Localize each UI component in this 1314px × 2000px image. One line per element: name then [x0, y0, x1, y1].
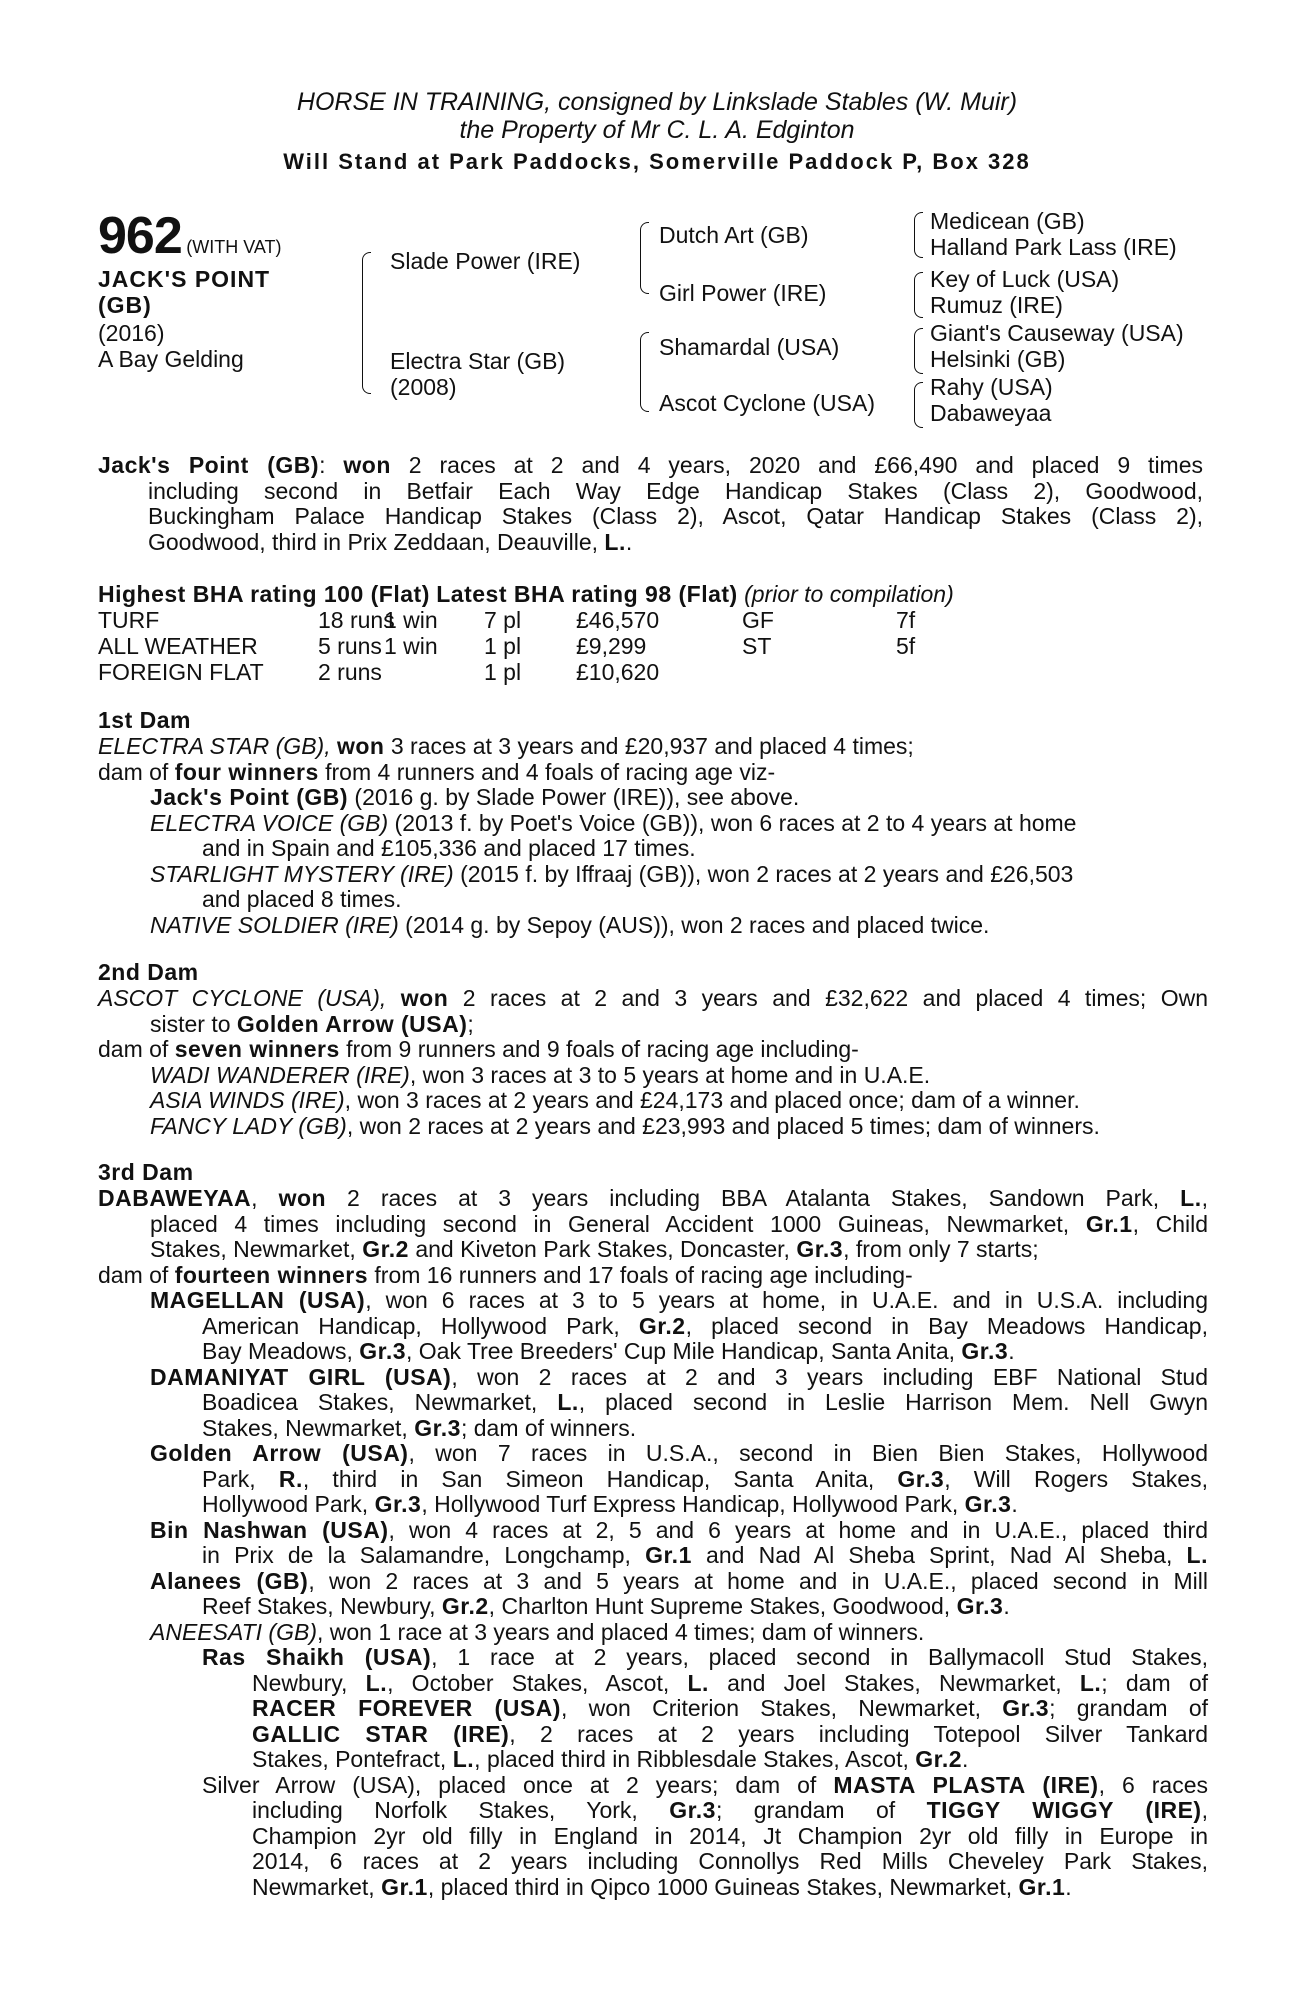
produce-asia-winds: ASIA WINDS (IRE), won 3 races at 2 years and £24,173 and placed once; dam of a winner.: [150, 1087, 1080, 1113]
third-dam-section: DABAWEYAA, won 2 races at 3 years including BBA Atalanta Stakes, Sandown Park, L., placed 4 times including second in General Accident 1000 Guineas, Newmarket, Gr.1, Child Stakes, Newmarket, Gr.2 and Kiveton Park Stakes, Doncaster, Gr.3, from only 7 starts; dam of fourteen winners from 16 runners and 17 foals of racing age including- MAGELLAN (USA), won 6 races at 3 to 5 years at home, in U.A.E. and in U.S.A. including American Handicap, Hollywood Park, Gr.2, placed second in Bay Meadows Handicap, Bay Meadows, Gr.3, Oak Tree Breeders' Cup Mile Handicap, Santa Anita, Gr.3. DAMANIYAT GIRL (USA), won 2 races at 2 and 3 years including EBF National Stud Boadicea Stakes, Newmarket, L., placed second in Leslie Harrison Mem. Nell Gwyn Stakes, Newmarket, Gr.3; dam of winners. Golden Arrow (USA), won 7 races in U.S.A., second in Bien Bien Stakes, Hollywood Park, R., third in San Simeon Handicap, Santa Anita, Gr.3, Will Rogers Stakes, Hollywood Park, Gr.3, Hollywood Turf Express Handicap, Hollywood Park, Gr.3. Bin Nashwan (USA), won 4 races at 2, 5 and 6 years at home and in U.A.E., placed third in Prix de la Salamandre, Longchamp, Gr.1 and Nad Al Sheba Sprint, Nad Al Sheba, L. Alanees (GB), won 2 races at 3 and 5 years at home and in U.A.E., placed second in Mill Reef Stakes, Newbury, Gr.2, Charlton Hunt Supreme Stakes, Goodwood, Gr.3. ANEESATI (GB), won 1 race at 3 years and placed 4 times; dam of winners. Ras Shaikh (USA), 1 race at 2 years, placed second in Ballymacoll Stud Stakes, Newbury, L., October Stakes, Ascot, L. and Joel Stakes, Newmarket, L.; dam of RACER FOREVER (USA), won Criterion Stakes, Newmarket, Gr.3; grandam of GALLIC STAR (IRE), 2 races at 2 years including Totepool Silver Tankard Stakes, Pontefract, L., placed third in Ribblesdale Stakes, Ascot, Gr.2. Silver Arrow (USA), placed once at 2 years; dam of MASTA PLASTA (IRE), 6 races including Norfolk Stakes, York, Gr.3; grandam of TIGGY WIGGY (IRE), Champion 2yr old filly in England in 2014, Jt Champion 2yr old filly in Europe in 2014, 6 races at 2 years including Connollys Red Mills Cheveley Park Stakes, Newmarket, Gr.1, placed third in Qipco 1000 Guineas Stakes, Newmarket, Gr.1.: [98, 1185, 1209, 1900]
rating-pl: 1 pl: [484, 633, 522, 659]
horse-description: A Bay Gelding: [98, 346, 244, 372]
third-dam-name: DABAWEYAA: [98, 1185, 252, 1211]
record-line1: 2 races at 2 and 4 years, 2020 and £66,490 and placed 9 times: [390, 452, 1204, 478]
rating-money: £46,570: [576, 607, 660, 633]
lot-number: 962: [98, 207, 182, 265]
pedigree-dss: Giant's Causeway (USA): [930, 320, 1184, 346]
ggp-brace-2: [914, 272, 923, 318]
horse-record: [98, 453, 1203, 555]
pedigree-sire-sire: Dutch Art (GB): [659, 222, 809, 248]
rating-runs: 18 runs: [318, 607, 395, 633]
first-dam-heading: 1st Dam: [98, 707, 191, 733]
pedigree-sire: Slade Power (IRE): [390, 248, 581, 274]
produce-fancy-lady: FANCY LADY (GB), won 2 races at 2 years and £23,993 and placed 5 times; dam of winners.: [150, 1112, 1100, 1139]
vat-note: (WITH VAT): [186, 237, 282, 257]
produce-aneesati: ANEESATI (GB), won 1 race at 3 years and placed 4 times; dam of winners.: [150, 1618, 925, 1645]
rating-note: (prior to compilation): [744, 581, 954, 607]
produce-jacks-point: Jack's Point (GB) (2016 g. by Slade Power (IRE)), see above.: [150, 784, 800, 810]
sire-line-brace: [640, 222, 649, 294]
rating-cat: ALL WEATHER: [98, 633, 258, 659]
produce-damaniyat-girl: DAMANIYAT GIRL (USA), won 2 races at 2 and 3 years including EBF National Stud: [150, 1363, 1208, 1390]
rating-money: £9,299: [576, 633, 647, 659]
ggp-brace-1: [914, 212, 923, 258]
latest-rating: Latest BHA rating 98 (Flat): [436, 581, 738, 607]
rating-runs: 2 runs: [318, 659, 382, 685]
pedigree-dds: Rahy (USA): [930, 374, 1053, 400]
record-won: won: [343, 452, 391, 478]
consignment-heading: HORSE IN TRAINING, consigned by Linkslade Stables (W. Muir): [296, 88, 1018, 116]
pedigree-dam-year: (2008): [390, 374, 457, 400]
rating-going: GF: [742, 607, 774, 633]
rating-wins: 1 win: [384, 607, 438, 633]
second-dam-section: ASCOT CYCLONE (USA), won 2 races at 2 and 3 years and £32,622 and placed 4 times; Own sister to Golden Arrow (USA); dam of seven winners from 9 runners and 9 foals of racing age including- WADI WANDERER (IRE), won 3 races at 3 to 5 years at home and in U.A.E. ASIA WINDS (IRE), won 3 races at 2 years and £24,173 and placed once; dam of a winner. FANCY LADY (GB), won 2 races at 2 years and £23,993 and placed 5 times; dam of winners.: [98, 985, 1209, 1139]
third-dam-heading: 3rd Dam: [98, 1159, 194, 1185]
ggp-brace-4: [914, 382, 923, 428]
produce-magellan: MAGELLAN (USA), won 6 races at 3 to 5 years at home, in U.A.E. and in U.S.A. including: [150, 1287, 1208, 1313]
rating-cat: TURF: [98, 607, 160, 633]
pedigree-dsd: Helsinki (GB): [930, 346, 1066, 372]
rating-cat: FOREIGN FLAT: [98, 659, 264, 685]
highest-rating: Highest BHA rating 100 (Flat): [98, 581, 430, 607]
produce-electra-voice-cont: and in Spain and £105,336 and placed 17 times.: [202, 835, 696, 861]
rating-runs: 5 runs: [318, 633, 382, 659]
rating-going: ST: [742, 633, 772, 659]
horse-name: JACK'S POINT: [98, 266, 271, 292]
pedigree-sdd: Rumuz (IRE): [930, 292, 1063, 318]
record-line3: Buckingham Palace Handicap Stakes (Class 2), Ascot, Qatar Handicap Stakes (Class 2),: [148, 503, 1203, 529]
pedigree-dam-sire: Shamardal (USA): [659, 334, 840, 360]
pedigree-dam: Electra Star (GB): [390, 348, 566, 374]
first-dam-section: ELECTRA STAR (GB), won 3 races at 3 years and £20,937 and placed 4 times; dam of four winners from 4 runners and 4 foals of racing age viz- Jack's Point (GB) (2016 g. by Slade Power (IRE)), see above. ELECTRA VOICE (GB) (2013 f. by Poet's Voice (GB)), won 6 races at 2 to 4 years at home and in Spain and £105,336 and placed 17 times. STARLIGHT MYSTERY (IRE) (2015 f. by Iffraaj (GB)), won 2 races at 2 years and £26,503 and placed 8 times. NATIVE SOLDIER (IRE) (2014 g. by Sepoy (AUS)), won 2 races and placed twice.: [98, 734, 1208, 938]
pedigree-dam-dam: Ascot Cyclone (USA): [659, 390, 876, 416]
pedigree-ssd: Halland Park Lass (IRE): [930, 234, 1177, 260]
produce-electra-voice: ELECTRA VOICE (GB) (2013 f. by Poet's Voice (GB)), won 6 races at 2 to 4 years at home: [150, 809, 1077, 836]
dam-line-brace: [640, 332, 649, 412]
record-line2: including second in Betfair Each Way Edge Handicap Stakes (Class 2), Goodwood,: [148, 477, 1203, 504]
rating-money: £10,620: [576, 659, 660, 685]
second-dam-name: ASCOT CYCLONE (USA),: [98, 985, 387, 1011]
produce-starlight-mystery: STARLIGHT MYSTERY (IRE) (2015 f. by Iffraaj (GB)), won 2 races at 2 years and £26,503: [150, 860, 1074, 887]
rating-dist: 5f: [896, 633, 916, 659]
record-colon: :: [319, 452, 326, 478]
produce-starlight-mystery-cont: and placed 8 times.: [202, 886, 402, 912]
lot-number-line: [98, 206, 282, 266]
location-heading: Will Stand at Park Paddocks, Somerville Paddock P, Box 328: [283, 149, 1031, 174]
produce-golden-arrow: Golden Arrow (USA), won 7 races in U.S.A., second in Bien Bien Stakes, Hollywood: [150, 1440, 1208, 1466]
produce-silver-arrow: Silver Arrow (USA), placed once at 2 years; dam of MASTA PLASTA (IRE), 6 races: [202, 1771, 1208, 1798]
first-dam-name: ELECTRA STAR (GB),: [98, 733, 331, 759]
produce-native-soldier: NATIVE SOLDIER (IRE) (2014 g. by Sepoy (AUS)), won 2 races and placed twice.: [150, 911, 990, 938]
produce-bin-nashwan: Bin Nashwan (USA), won 4 races at 2, 5 and 6 years at home and in U.A.E., placed third: [150, 1516, 1208, 1543]
record-horse-name: Jack's Point (GB): [98, 452, 320, 478]
rating-dist: 7f: [896, 607, 916, 633]
produce-alanees: Alanees (GB), won 2 races at 3 and 5 years at home and in U.A.E., placed second in Mill: [150, 1567, 1208, 1594]
pedigree-sire-dam: Girl Power (IRE): [659, 280, 827, 306]
second-dam-heading: 2nd Dam: [98, 959, 199, 985]
pedigree-sss: Medicean (GB): [930, 208, 1085, 234]
rating-pl: 7 pl: [484, 607, 522, 633]
produce-ras-shaikh: Ras Shaikh (USA), 1 race at 2 years, placed second in Ballymacoll Stud Stakes,: [202, 1644, 1209, 1670]
pedigree-ddd: Dabaweyaa: [930, 400, 1052, 426]
sire-dam-brace: [362, 252, 371, 394]
rating-pl: 1 pl: [484, 659, 522, 685]
foaling-year: (2016): [98, 320, 165, 346]
horse-country: (GB): [98, 292, 152, 318]
rating-wins: 1 win: [384, 633, 438, 659]
ggp-brace-3: [914, 328, 923, 374]
record-line4: Goodwood, third in Prix Zeddaan, Deauville, L..: [148, 528, 633, 555]
owner-heading: the Property of Mr C. L. A. Edginton: [459, 116, 855, 144]
ratings-heading: [98, 582, 954, 608]
produce-wadi-wanderer: WADI WANDERER (IRE), won 3 races at 3 to 5 years at home and in U.A.E.: [150, 1061, 931, 1088]
pedigree-sds: Key of Luck (USA): [930, 266, 1120, 292]
